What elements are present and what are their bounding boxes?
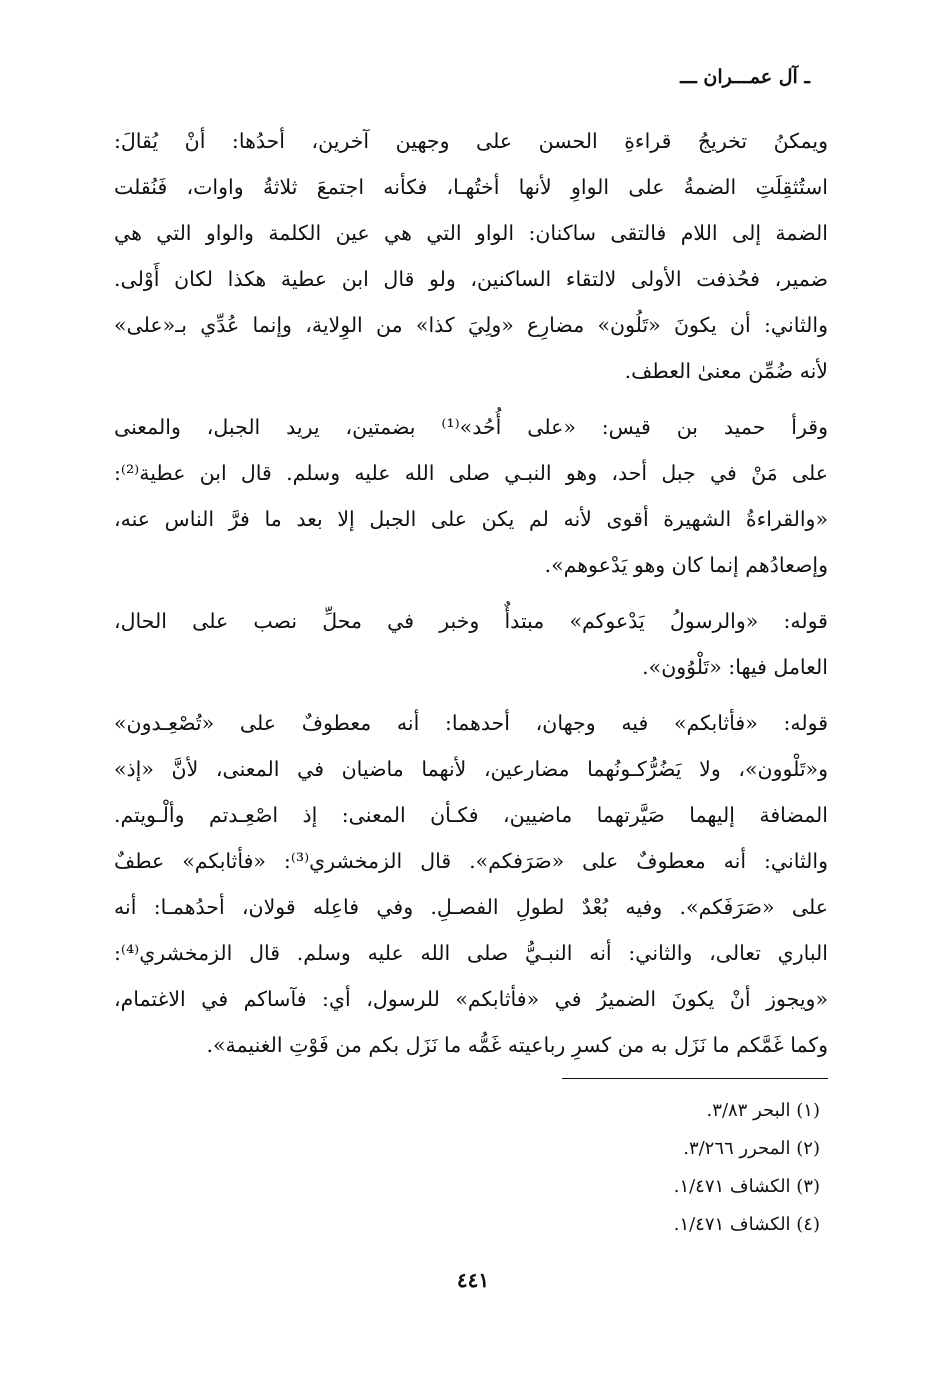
text-line: قوله: «والرسولُ يَدْعوكم» مبتدأٌ وخبر في محلِّ نصب على الحال،	[114, 609, 828, 633]
text-line: المضافة إليهما صَيَّرتهما ماضيين، فكـأن المعنى: إذ اصْعِـدتم وألْـويتم.	[114, 803, 828, 827]
text-line: ضمير، فحُذفت الأولى لالتقاء الساكنين، ولو قال ابن عطية هكذا لكان أَوْلى.	[114, 267, 828, 291]
text-line: العامل فيها: «تَلْوُون».	[642, 655, 828, 679]
footnote-4: (٤) الكشاف ١/٤٧١.	[673, 1214, 820, 1235]
paragraph	[114, 598, 828, 690]
paragraph	[114, 404, 828, 588]
footnote-3: (٣) الكشاف ١/٤٧١.	[673, 1176, 820, 1197]
paragraph-gap	[114, 690, 828, 700]
text-line: الضمة إلى اللام فالتقى ساكنان: الواو التي هي عين الكلمة والواو التي هي	[114, 221, 828, 245]
text-line: ويمكنُ تخريجُ قراءةِ الحسن على وجهين آخرين، أحدُها: أنْ يُقالَ:	[114, 129, 828, 153]
footnote-separator	[562, 1078, 828, 1079]
paragraph	[114, 700, 828, 1068]
text-line: قوله: «فأثابكم» فيه وجهان، أحدهما: أنه معطوفٌ على «تُصْعِـدون»	[114, 711, 828, 735]
text-line: وقرأ حميد بن قيس: «على أُحُد»⁽¹⁾ بضمتين، يريد الجبل، والمعنى	[114, 415, 828, 439]
text-line: و«تَلْوون»، ولا يَضُرُّكـونُهما مضارعين، لأنهما ماضيان في المعنى، لأنَّ «إذ»	[114, 757, 828, 781]
text-line: وكما غَمَّكم ما نَزَل به من كسرِ رباعيته غَمُّه ما نَزَل بكم من فَوْتِ الغنيمة».	[206, 1033, 828, 1057]
text-line: على مَنْ في جبل أحد، وهو النبـي صلى الله عليه وسلم. قال ابن عطية⁽²⁾:	[114, 461, 828, 485]
body-text	[114, 118, 828, 1068]
text-line: الباري تعالى، والثاني: أنه النبـيُّ صلى الله عليه وسلم. قال الزمخشري⁽⁴⁾:	[114, 941, 828, 965]
paragraph	[114, 118, 828, 394]
page-number: ٤٤١	[456, 1268, 490, 1292]
text-line: وإصعادُهم إنما كان وهو يَدْعوهم».	[544, 553, 828, 577]
text-line: «ويجوز أنْ يكونَ الضميرُ في «فأثابكم» للرسول، أي: فآساكم في الاغتمام،	[114, 987, 828, 1011]
footnote-1: (١) البحر ٣/٨٣.	[706, 1100, 820, 1121]
text-line: والثاني: أنه معطوفٌ على «صَرَفكم». قال الزمخشري⁽³⁾: «فأثابكم» عطفٌ	[114, 849, 828, 873]
text-line: استُثقِلَتِ الضمةُ على الواوِ لأنها أختُهـا، فكأنه اجتمعَ ثلاثةُ واوات، فَنُقلت	[114, 175, 828, 199]
footnotes	[674, 1092, 820, 1244]
text-line: لأنه ضُمِّن معنىٰ العطف.	[624, 359, 828, 383]
text-line: والثاني: أن يكونَ «تَلُون» مضارِع «ولِيَ كذا» من الوِلاية، وإنما عُدِّي بـ«على»	[114, 313, 828, 337]
text-line: على «صَرَفَكم». وفيه بُعْدٌ لطولِ الفصـلِ. وفي فاعِله قولان، أحدُهمـا: أنه	[114, 895, 828, 919]
running-header: ـ آل عمـــران ـــ	[680, 66, 810, 88]
footnote-2: (٢) المحرر ٣/٢٦٦.	[683, 1138, 820, 1159]
text-line: «والقراءةُ الشهيرة أقوى لأنه لم يكن على الجبل إلا بعد ما فرَّ الناس عنه،	[114, 507, 828, 531]
paragraph-gap	[114, 588, 828, 598]
paragraph-gap	[114, 394, 828, 404]
